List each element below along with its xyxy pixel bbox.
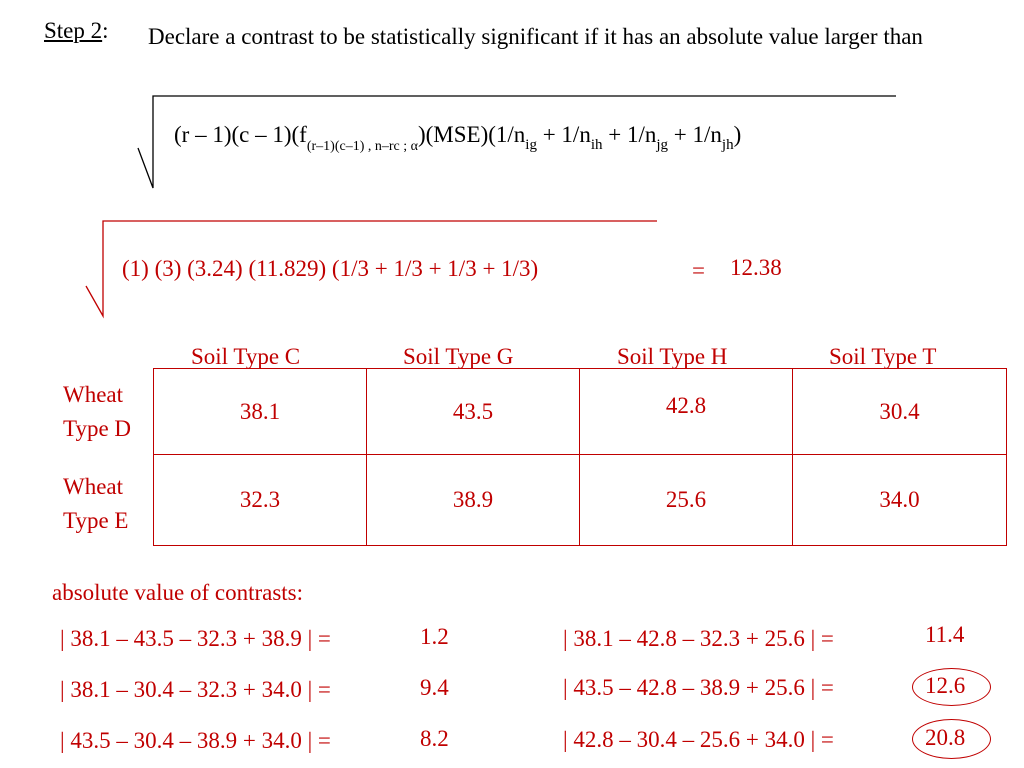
contrast-expression: | 38.1 – 30.4 – 32.3 + 34.0 | = (60, 677, 331, 702)
contrast-value: 9.4 (420, 675, 449, 700)
significance-circle (912, 719, 991, 759)
table-cell: 42.8 (580, 369, 793, 455)
contrast-value: 12.6 (925, 673, 966, 698)
table-cell: 34.0 (879, 487, 920, 512)
numeric-formula: (1) (3) (3.24) (11.829) (1/3 + 1/3 + 1/3 + 1/3) (122, 256, 539, 281)
table-cell: 38.1 (154, 369, 367, 455)
data-table (153, 368, 1007, 546)
contrasts-title: absolute value of contrasts: (52, 580, 304, 605)
contrast-value: 8.2 (420, 726, 449, 751)
table-cell: 32.3 (154, 455, 367, 545)
contrast-expression: | 38.1 – 42.8 – 32.3 + 25.6 | = (563, 626, 834, 651)
contrast-expression: | 43.5 – 42.8 – 38.9 + 25.6 | = (563, 675, 834, 700)
contrast-value: 20.8 (925, 725, 966, 750)
contrast-value: 11.4 (925, 622, 965, 647)
contrast-expression: | 38.1 – 43.5 – 32.3 + 38.9 | = (60, 626, 331, 651)
threshold-result: 12.38 (730, 255, 782, 280)
equals-sign: = (692, 258, 705, 283)
table-cell: 43.5 (367, 369, 580, 455)
column-header-soil-t: Soil Type T (829, 344, 937, 369)
step-description: Declare a contrast to be statistically significant if it has an absolute value larger than (148, 24, 923, 49)
column-header-soil-g: Soil Type G (403, 344, 514, 369)
row-header-wheat-e: Wheat Type E (63, 474, 129, 533)
column-header-soil-c: Soil Type C (191, 344, 301, 369)
contrast-value: 1.2 (420, 624, 449, 649)
contrast-expression: | 42.8 – 30.4 – 25.6 + 34.0 | = (563, 727, 834, 752)
column-header-soil-h: Soil Type H (617, 344, 728, 369)
table-cell: 25.6 (580, 455, 793, 545)
contrast-expression: | 43.5 – 30.4 – 38.9 + 34.0 | = (60, 728, 331, 753)
table-cell: 30.4 (793, 369, 1006, 455)
step-label: Step 2: (44, 18, 109, 43)
row-header-wheat-d: Wheat Type D (63, 382, 132, 441)
significance-circle (912, 668, 991, 706)
general-formula: $(r - 1)(c - 1)(f_{(r-1)(c-1) , n-rc ; \alpha})(MSE)(1/n_{ig} + 1/n_{ih} + 1/n_{jg} + 1/n_{jh})$ (174, 122, 742, 154)
table-cell: 38.9 (367, 455, 580, 545)
